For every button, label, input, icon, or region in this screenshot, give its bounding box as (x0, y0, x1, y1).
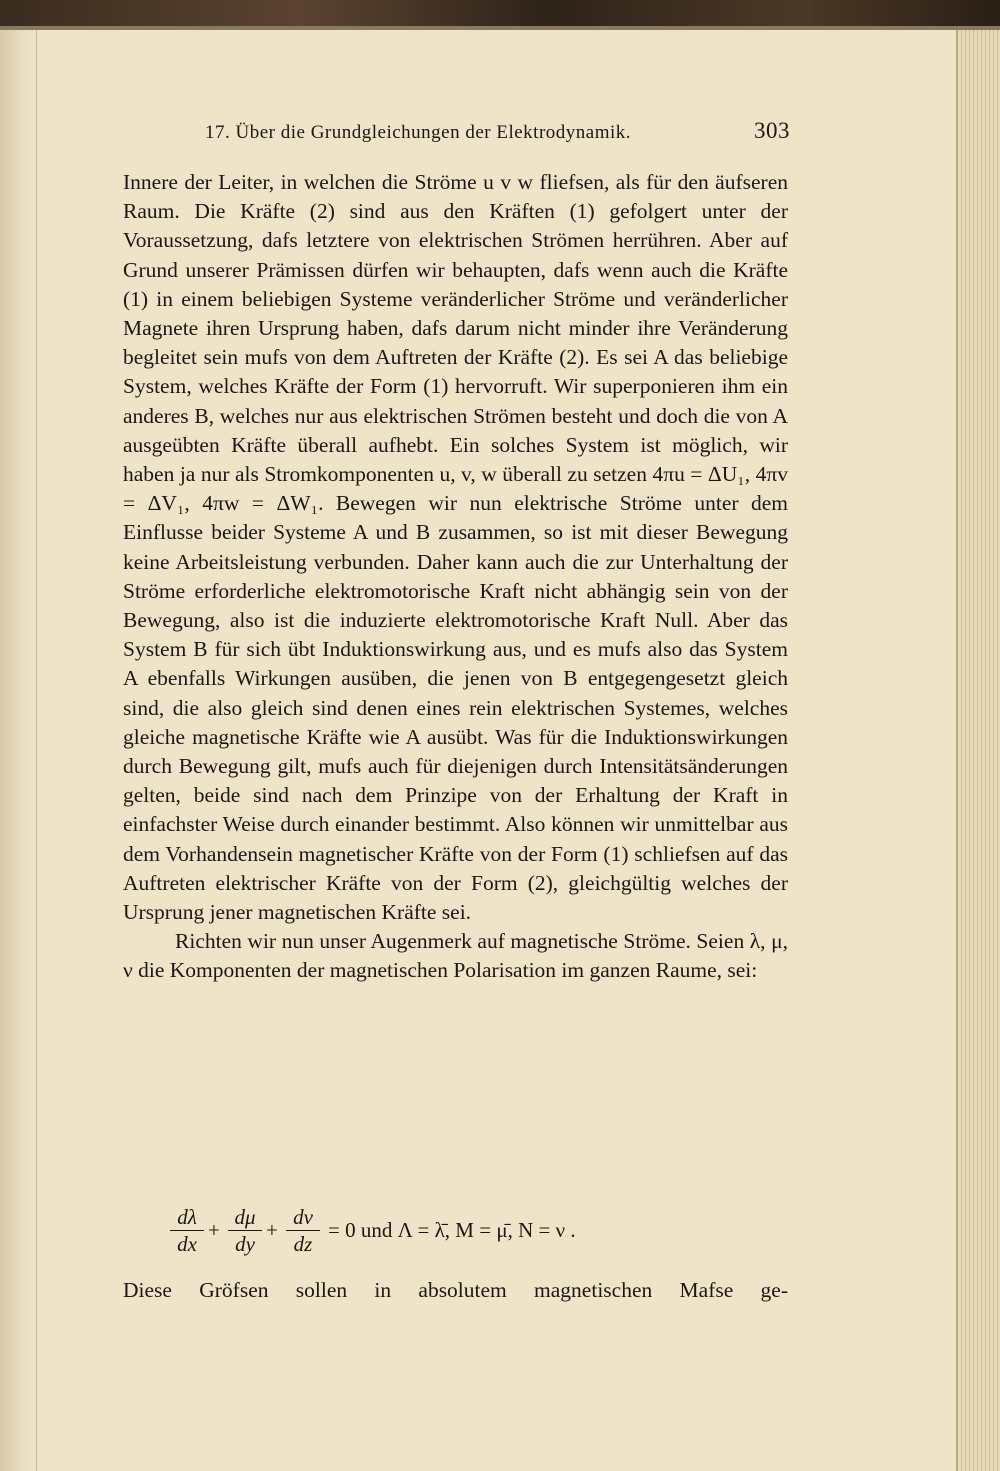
paragraph-1: Innere der Leiter, in welchen die Ströme u v w fliefsen, als für den äufseren Raum. Die Kräfte (2) sind aus den Kräften (1) gefolgert unter der Voraussetzung, dafs letztere von elektrischen Strömen herrühren. Aber auf Grund unserer Prämissen dürfen wir behaupten, dafs wenn auch die Kräfte (1) in einem beliebigen Systeme veränderlicher Ströme und veränderlicher Magnete ihren Ursprung haben, dafs darum nicht minder ihre Veränderung begleitet sein mufs von dem Auftreten der Kräfte (2). Es sei A das beliebige System, welches Kräfte der Form (1) hervorruft. Wir superponieren ihm ein anderes B, welches nur aus elektrischen Strömen besteht und doch die von A ausgeübten Kräfte überall aufhebt. Ein solches System ist möglich, wir haben ja nur als Stromkomponenten u, v, w überall zu setzen 4πu = ΔU₁, 4πv = ΔV₁, 4πw = ΔW₁. Bewegen wir nun elektrische Ströme unter dem Einflusse beider Systeme A und B zusammen, so ist mit dieser Bewegung keine Arbeitsleistung verbunden. Daher kann auch die zur Unterhaltung der Ströme erforderliche elektromotorische Kraft nicht abhängig sein von der Bewegung, also ist die induzierte elektromotorische Kraft Null. Aber das System B für sich übt Induktionswirkung aus, und es mufs also das System A ebenfalls Wirkungen ausüben, die jenen von B entgegengesetzt gleich sind, die also gleich sind denen eines rein elektrischen Systemes, welches gleiche magnetische Kräfte wie A ausübt. Was für die Induktionswirkungen durch Bewegung gilt, mufs auch für diejenigen durch Intensitätsänderungen gelten, beide sind nach dem Prinzipe von der Erhaltung der Kraft in einfachster Weise durch einander bestimmt. Also können wir unmittelbar aus dem Vorhandensein magnetischer Kräfte von der Form (1) schliefsen auf das Auftreten elektrischer Kräfte von der Form (2), gleichgültig welches der Ursprung jener magnetischen Kräfte sei. (123, 170, 788, 925)
closing-line: Diese Gröfsen sollen in absolutem magnetischen Mafse ge- (123, 1278, 788, 1302)
fraction-dnu-dz: $\frac{d\nu}{dz}$ (286, 1204, 320, 1257)
body-text (123, 168, 788, 986)
fraction-dmu-dy: $\frac{d\mu}{dy}$ (228, 1204, 262, 1257)
book-cover-edge (0, 0, 1000, 30)
page-number: 303 (754, 118, 790, 143)
equation (170, 1204, 770, 1262)
page-gutter (0, 30, 37, 1471)
plus-sign: + (266, 1218, 278, 1242)
plus-sign: + (208, 1218, 220, 1242)
page-fore-edge (956, 30, 1000, 1471)
fraction-dlambda-dx: $\frac{d\lambda}{dx}$ (170, 1204, 204, 1257)
page-header (205, 118, 790, 148)
equation-rest: = 0 und Λ = λ̄, M = μ̄, N = ν . (328, 1218, 576, 1242)
running-title: 17. Über die Grundgleichungen der Elektrodynamik. (205, 122, 632, 143)
paragraph-2: Richten wir nun unser Augenmerk auf magnetische Ströme. Seien λ, μ, ν die Komponenten der magnetischen Polarisation im ganzen Raume, sei: (123, 929, 788, 983)
